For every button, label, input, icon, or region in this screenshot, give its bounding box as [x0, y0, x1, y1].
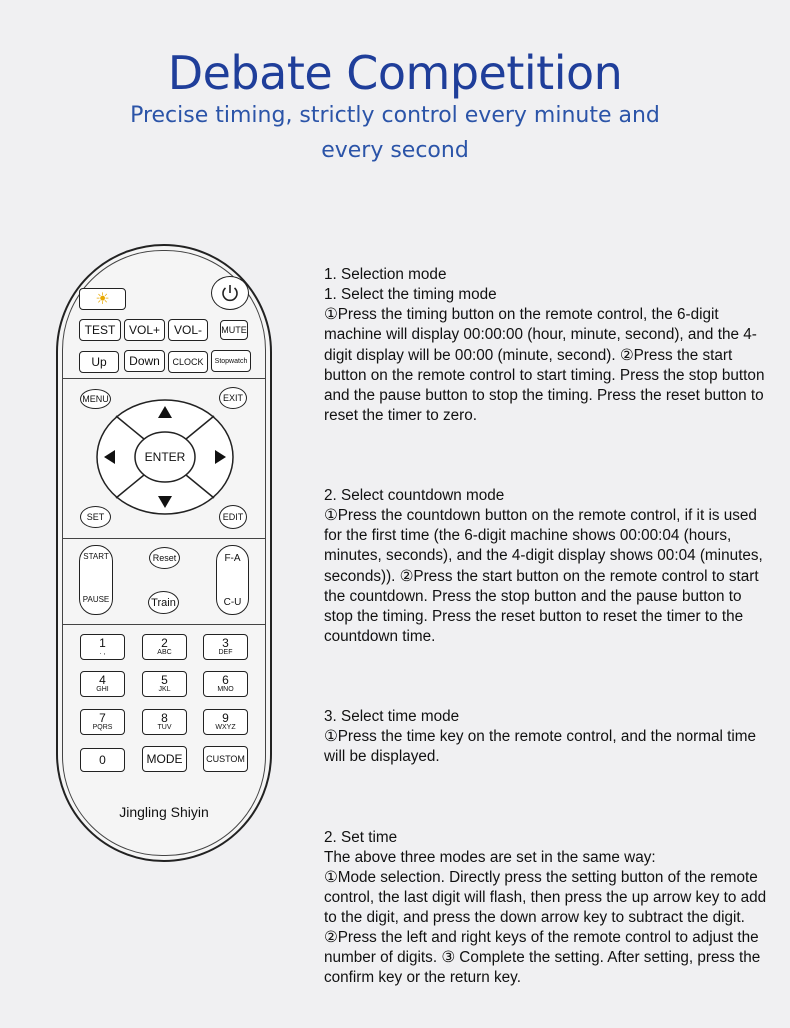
set-button[interactable]: SET — [80, 506, 111, 528]
key-7[interactable]: 7 PQRS — [80, 709, 125, 735]
train-button[interactable]: Train — [148, 591, 179, 614]
menu-button[interactable]: MENU — [80, 389, 111, 409]
fa-label: F-A — [224, 553, 241, 564]
brightness-button[interactable] — [79, 288, 126, 310]
start-label: START — [83, 552, 109, 561]
mode-button[interactable]: MODE — [142, 746, 187, 772]
clock-button[interactable]: CLOCK — [168, 351, 208, 373]
divider — [62, 538, 266, 539]
page-subtitle: Precise timing, strictly control every minute and every second — [130, 103, 660, 163]
power-button[interactable] — [211, 276, 249, 310]
key-2[interactable]: 2 ABC — [142, 634, 187, 660]
key-9[interactable]: 9 WXYZ — [203, 709, 248, 735]
key-1[interactable]: 1 . , — [80, 634, 125, 660]
brightness-icon: ☀ — [95, 291, 110, 308]
key-8[interactable]: 8 TUV — [142, 709, 187, 735]
divider — [62, 378, 266, 379]
pause-label: PAUSE — [82, 595, 110, 604]
brand-label: Jingling Shiyin — [119, 804, 209, 820]
stopwatch-button[interactable]: Stopwatch — [211, 350, 251, 372]
instruction-block: 3. Select time mode ①Press the time key on the remote control, and the normal time will be displayed. — [324, 708, 757, 766]
key-4[interactable]: 4 GHI — [80, 671, 125, 697]
divider — [62, 624, 266, 625]
key-0[interactable]: 0 — [80, 748, 125, 772]
reset-button[interactable]: Reset — [149, 547, 180, 569]
key-5[interactable]: 5 JKL — [142, 671, 187, 697]
mute-button[interactable]: MUTE — [220, 320, 248, 340]
edit-button[interactable]: EDIT — [219, 505, 247, 529]
key-3[interactable]: 3 DEF — [203, 634, 248, 660]
test-button[interactable]: TEST — [79, 319, 121, 341]
cu-label: C-U — [223, 597, 242, 608]
exit-button[interactable]: EXIT — [219, 387, 247, 409]
vol-up-button[interactable]: VOL+ — [124, 319, 165, 341]
down-button[interactable]: Down — [124, 350, 165, 372]
custom-button[interactable]: CUSTOM — [203, 746, 248, 772]
enter-button[interactable]: ENTER — [144, 450, 186, 464]
vol-down-button[interactable]: VOL- — [168, 319, 208, 341]
power-icon — [219, 282, 241, 304]
key-6[interactable]: 6 MNO — [203, 671, 248, 697]
instruction-block: 2. Set time The above three modes are set in the same way: ①Mode selection. Directly press the setting button of the remote control, the last digit will flash, then press the up arrow key to add to the digit, and press the down arrow key to subtract the digit. ②Press the left and right keys of the remote control to adjust the number of digits. ③ Complete the setting. After setting, press the confirm key or the return key. — [324, 828, 767, 987]
instruction-block: 1. Selection mode 1. Select the timing mode ①Press the timing button on the remote control, the 6-digit machine will display 00:00:00 (hour, minute, second), and the 4-digit display will be 00:00 (minute, second). ②Press the start button on the remote control to start timing. Press the stop button and the pause button to stop the timing. Press the reset button to reset the timer to zero. — [324, 266, 765, 424]
page-title: Debate Competition — [167, 46, 623, 100]
instructions — [324, 225, 774, 1028]
instruction-block: 2. Select countdown mode ①Press the countdown button on the remote control, if it is used for the first time (the 6-digit machine shows 00:00:04 (hours, minutes, seconds), and the 4-digit display shows 00:04 (minutes, seconds)). ②Press the start button on the remote control to start the countdown. Press the stop button and the pause button to stop the timing. Press the reset button to reset the timer to the countdown time. — [324, 487, 763, 645]
up-button[interactable]: Up — [79, 351, 119, 373]
